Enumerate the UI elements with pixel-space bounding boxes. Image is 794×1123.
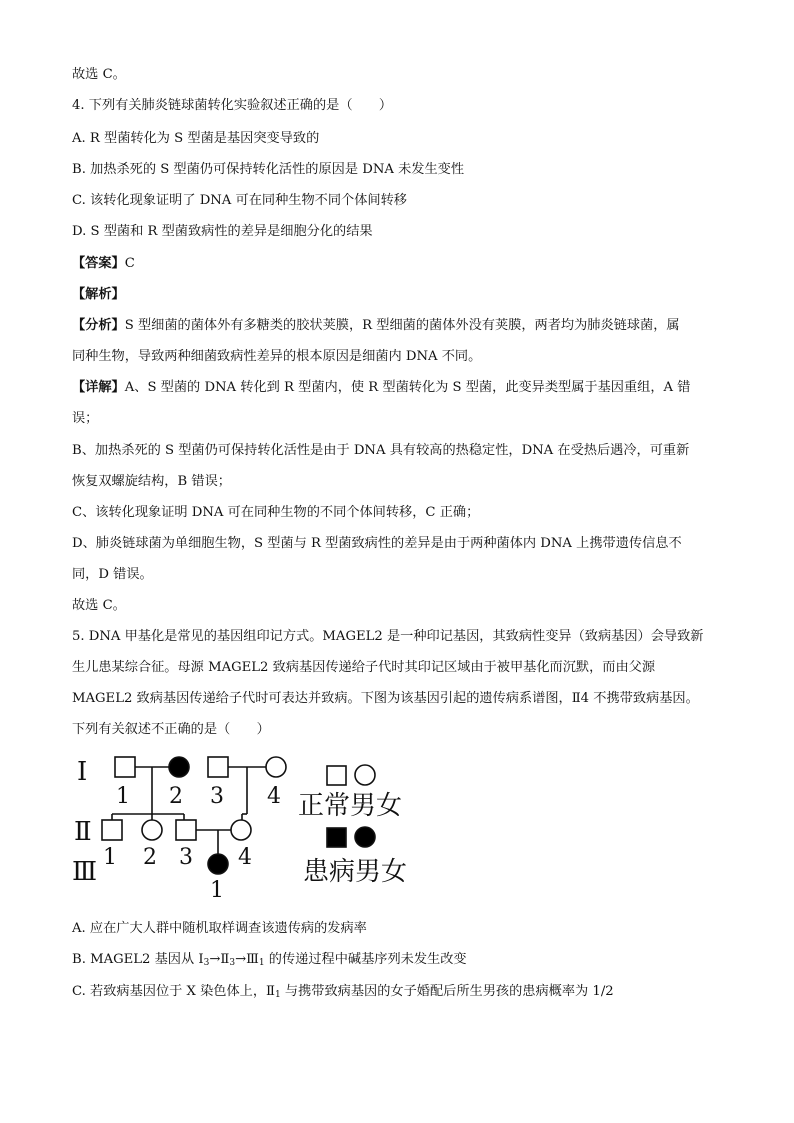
question-5-stem-3: MAGEL2 致病基因传递给子代时可表达并致病。下图为该基因引起的遗传病系谱图，Ⅱ4 不携带致病基因。 <box>72 691 699 706</box>
conclusion-line: 故选 C。 <box>72 67 126 82</box>
legend-normal-female <box>355 765 375 785</box>
question-5-stem-1: 5. DNA 甲基化是常见的基因组印记方式。MAGEL2 是一种印记基因，其致病性变异（致病基因）会导致新 <box>72 629 704 644</box>
legend-normal-male <box>327 766 346 785</box>
question-4-option-c: C. 该转化现象证明了 DNA 可在同种生物不同个体间转移 <box>72 193 407 208</box>
option-c-sub-1: 1 <box>275 990 281 1000</box>
pedigree-II3-male-normal <box>176 820 196 840</box>
pedigree-II4-female-normal <box>231 820 251 840</box>
option-b-sub-3: 1 <box>258 958 265 968</box>
option-c-prefix: C. 若致病基因位于 X 染色体上，Ⅱ <box>72 984 275 999</box>
conclusion-line-2: 故选 C。 <box>72 598 126 613</box>
detail-text: A、S 型菌的 DNA 转化到 R 型菌内，使 R 型菌转化为 S 型菌，此变异类型属于基因重组，A 错 <box>124 380 691 395</box>
detail-line-2: 误； <box>72 411 99 426</box>
analysis-text: S 型细菌的菌体外有多糖类的胶状荚膜，R 型细菌的菌体外没有荚膜，两者均为肺炎链球菌，属 <box>124 318 680 333</box>
explanation-tag: 【解析】 <box>72 287 125 302</box>
label-III1: 1 <box>210 878 224 902</box>
question-5-stem-4: 下列有关叙述不正确的是（ ） <box>72 722 270 737</box>
answer-value: C <box>124 256 135 271</box>
answer-tag: 【答案】 <box>72 256 125 271</box>
pedigree-I3-male-normal <box>208 757 228 777</box>
option-b-sub-1: 3 <box>203 958 210 968</box>
analysis-line-2: 同种生物，导致两种细菌致病性差异的根本原因是细菌内 DNA 不同。 <box>72 349 482 364</box>
label-II3: 3 <box>179 845 193 870</box>
detail-line-6: D、肺炎链球菌为单细胞生物，S 型菌与 R 型菌致病性的差异是由于两种菌体内 DNA 上携带遗传信息不 <box>72 536 682 551</box>
option-b-mid-2: →Ⅲ <box>235 952 259 967</box>
detail-line-4: 恢复双螺旋结构，B 错误； <box>72 474 231 489</box>
label-I4: 4 <box>267 784 281 809</box>
question-4-option-a: A. R 型菌转化为 S 型菌是基因突变导致的 <box>72 131 320 146</box>
detail-tag: 【详解】 <box>72 380 125 395</box>
analysis-tag: 【分析】 <box>72 318 125 333</box>
generation-label-III: Ⅲ <box>72 857 98 887</box>
detail-line-3: B、加热杀死的 S 型菌仍可保持转化活性是由于 DNA 具有较高的热稳定性，DNA 在受热后遇冷，可重新 <box>72 443 690 458</box>
answer-line <box>72 255 135 273</box>
label-II4: 4 <box>238 845 252 870</box>
question-5-stem-2: 生儿患某综合征。母源 MAGEL2 致病基因传递给子代时其印记区域由于被甲基化而沉默，而由父源 <box>72 660 656 675</box>
option-b-suffix: 的传递过程中碱基序列未发生改变 <box>264 952 467 967</box>
pedigree-II1-male-normal <box>102 820 122 840</box>
label-II1: 1 <box>103 845 117 870</box>
label-I3: 3 <box>210 784 224 809</box>
pedigree-I4-female-normal <box>266 757 286 777</box>
detail-line-5: C、该转化现象证明 DNA 可在同种生物的不同个体间转移，C 正确； <box>72 505 480 520</box>
detail-line-7: 同，D 错误。 <box>72 567 153 582</box>
pedigree-I1-male-normal <box>115 757 135 777</box>
pedigree-chart <box>60 752 430 902</box>
pedigree-I2-female-affected <box>169 757 189 777</box>
legend-affected-female <box>355 827 375 847</box>
label-I1: 1 <box>116 784 130 809</box>
detail-line-1 <box>72 379 690 397</box>
question-4-stem: 4. 下列有关肺炎链球菌转化实验叙述正确的是（ ） <box>72 98 393 113</box>
option-b-prefix: B. MAGEL2 基因从 I <box>72 952 204 967</box>
pedigree-II2-female-normal <box>142 820 162 840</box>
legend-affected-label: 患病男女 <box>303 857 408 887</box>
option-b-sub-2: 3 <box>229 958 236 968</box>
question-4-option-b: B. 加热杀死的 S 型菌仍可保持转化活性的原因是 DNA 未发生变性 <box>72 162 465 177</box>
legend-affected-male <box>327 828 346 847</box>
generation-label-II: Ⅱ <box>74 817 92 847</box>
generation-label-I: I <box>77 757 88 787</box>
question-4-option-d: D. S 型菌和 R 型菌致病性的差异是细胞分化的结果 <box>72 224 373 239</box>
pedigree-III1-female-affected <box>208 854 228 874</box>
analysis-line-1 <box>72 317 680 335</box>
question-5-option-a: A. 应在广大人群中随机取样调查该遗传病的发病率 <box>72 921 367 936</box>
question-5-option-c <box>72 983 614 1004</box>
option-c-suffix: 与携带致病基因的女子婚配后所生男孩的患病概率为 1/2 <box>280 984 614 999</box>
label-I2: 2 <box>169 784 183 809</box>
label-II2: 2 <box>143 845 157 870</box>
legend-normal-label: 正常男女 <box>298 791 403 821</box>
question-5-option-b <box>72 951 467 972</box>
option-b-mid-1: →Ⅱ <box>209 952 230 967</box>
